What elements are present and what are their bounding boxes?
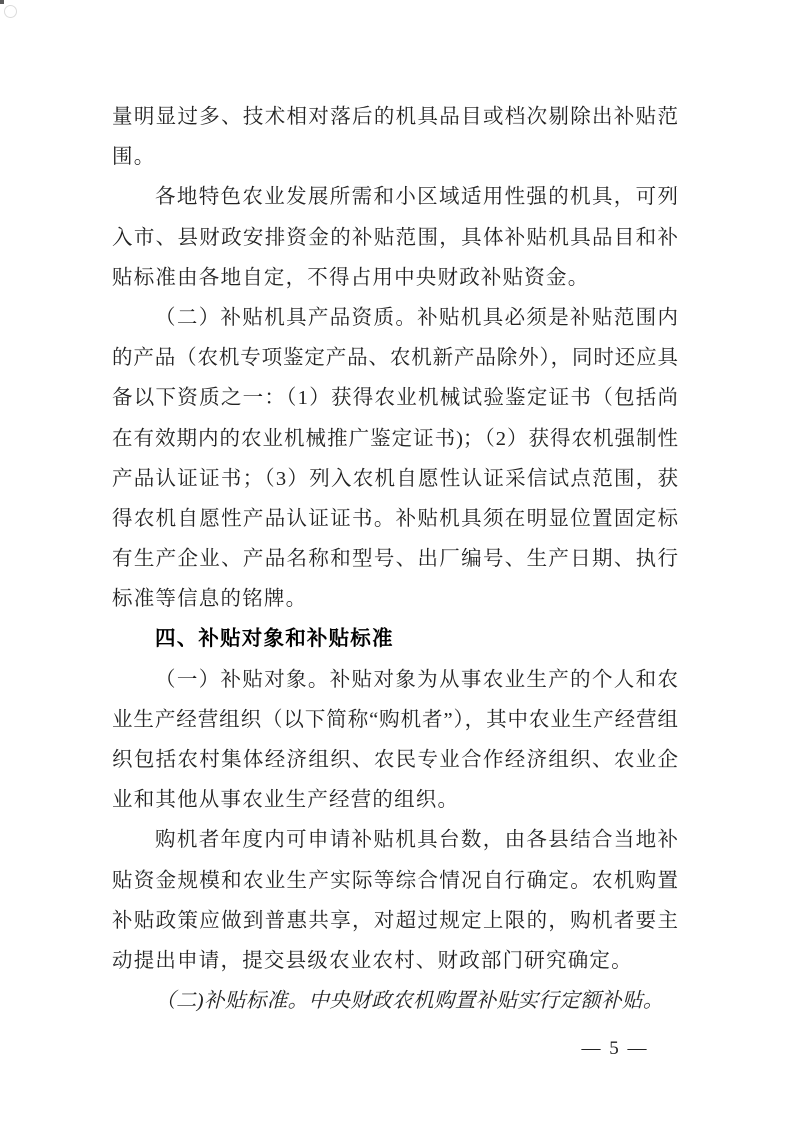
section-heading: 四、补贴对象和补贴标准	[155, 627, 394, 651]
text-line: 业和其他从事农业生产经营的组织。	[112, 789, 460, 812]
text-line: 的产品（农机专项鉴定产品、农机新产品除外），同时还应具	[112, 347, 678, 370]
text-line: 贴资金规模和农业生产实际等综合情况自行确定。农机购置	[112, 869, 678, 892]
scan-artifact-square	[0, 0, 4, 4]
text-line: 备以下资质之一：（1）获得农业机械试验鉴定证书（包括尚	[112, 387, 678, 410]
text-line: 动提出申请，提交县级农业农村、财政部门研究确定。	[112, 949, 633, 972]
text-line: （二)补贴标准。中央财政农机购置补贴实行定额补贴。	[155, 990, 664, 1013]
text-line: 织包括农村集体经济组织、农民专业合作经济组织、农业企	[112, 749, 678, 771]
scan-artifact-circle	[4, 5, 17, 18]
page-number: — 5 —	[581, 1038, 649, 1059]
text-line: （一）补贴对象。补贴对象为从事农业生产的个人和农	[155, 668, 678, 691]
text-line: 量明显过多、技术相对落后的机具品目或档次剔除出补贴范	[112, 106, 678, 128]
text-line: （二）补贴机具产品资质。补贴机具必须是补贴范围内	[155, 306, 678, 329]
text-line: 入市、县财政安排资金的补贴范围，具体补贴机具品目和补	[112, 226, 678, 249]
text-line: 购机者年度内可申请补贴机具台数，由各县结合当地补	[155, 829, 678, 852]
text-line: 补贴政策应做到普惠共享，对超过规定上限的，购机者要主	[112, 909, 678, 932]
text-line: 围。	[112, 146, 156, 169]
text-line: 在有效期内的农业机械推广鉴定证书)；（2）获得农机强制性	[112, 427, 678, 450]
text-line: 贴标准由各地自定，不得占用中央财政补贴资金。	[112, 266, 590, 289]
text-line: 标准等信息的铭牌。	[112, 588, 308, 611]
text-line: 各地特色农业发展所需和小区域适用性强的机具，可列	[155, 186, 678, 209]
text-line: 产品认证证书；（3）列入农机自愿性认证采信试点范围，获	[112, 467, 678, 490]
text-line: 业生产经营组织（以下简称“购机者”），其中农业生产经营组	[112, 708, 678, 731]
document-text-block	[112, 97, 678, 1021]
text-line: 有生产企业、产品名称和型号、出厂编号、生产日期、执行	[112, 548, 678, 571]
text-line: 得农机自愿性产品认证证书。补贴机具须在明显位置固定标	[112, 507, 678, 530]
